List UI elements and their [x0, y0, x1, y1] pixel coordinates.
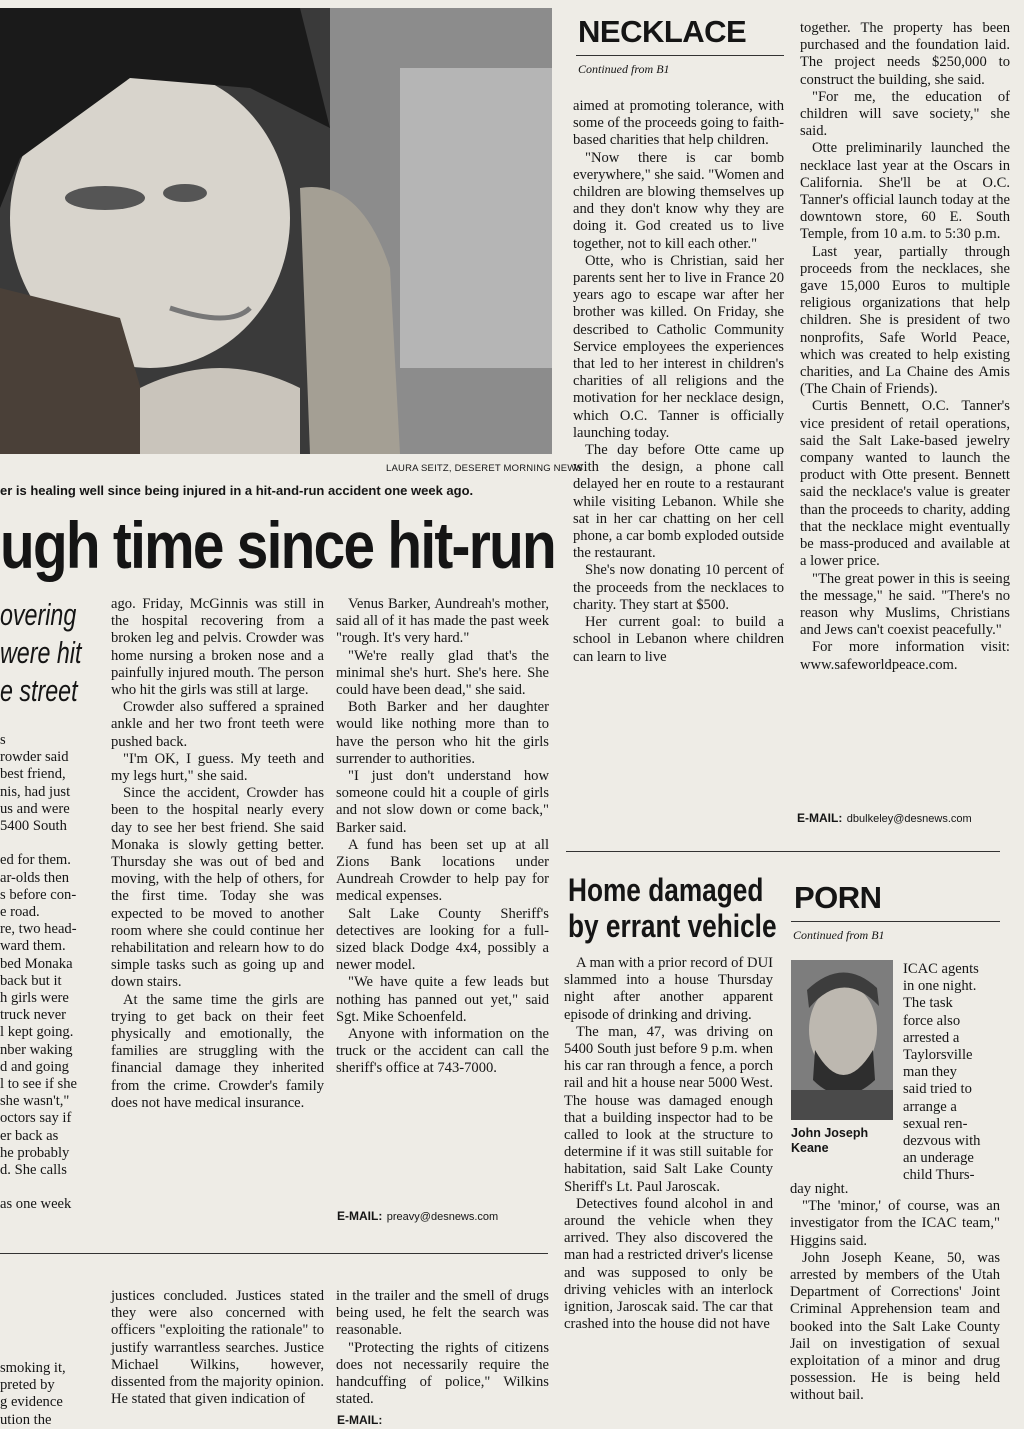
necklace-email — [797, 809, 972, 827]
paragraph: together. The property has been purchased and the foundation laid. The project needs $250,000 to construct the building, she said. — [800, 20, 1010, 88]
line: an underage — [903, 1150, 974, 1167]
headline-line: Home damaged — [568, 872, 764, 908]
line — [0, 1179, 98, 1196]
paragraph: "We have quite a few leads but nothing has panned out yet," said Sgt. Mike Schoenfeld. — [336, 974, 549, 1025]
paragraph: "The great power in this is seeing the message," he said. "There's no reason why Muslims, Christians and Jews can't coexist peacefully." — [800, 570, 1010, 639]
deck-line: e street — [0, 673, 78, 708]
email-label: E-MAIL: — [797, 811, 843, 825]
line: us and were — [0, 800, 70, 817]
necklace-kicker: NECKLACE — [578, 14, 747, 49]
paragraph: Last year, partially through proceeds from the necklaces, she gave 15,000 Euros to multiple religious organizations that help children. She is president of two nonprofits, Safe World Peace, which was created to help existing charities, and La Chaine des Amis (The Chain of Friends). — [800, 243, 1010, 398]
line: e road. — [0, 904, 40, 921]
line: re, two head- — [0, 921, 77, 938]
paragraph: "Now there is car bomb everywhere," she said. "Women and children are blowing themselves up and they don't know why they are doing it. God created us to live together, not to kill each other." — [573, 149, 784, 252]
paragraph: John Joseph Keane, 50, was arrested by members of the Utah Department of Corrections' Joint Criminal Apprehension team and booked into the Salt Lake County Jail on investigation of sexual exploitation of a minor and drug possession. He is being held without bail. — [790, 1249, 1000, 1404]
bottom-email-label: E-MAIL: — [337, 1413, 383, 1427]
paragraph: A man with a prior record of DUI slammed into a house Thursday night after another apparent episode of drinking and driving. — [564, 955, 773, 1023]
home-damaged-body — [564, 955, 773, 1423]
line: force also — [903, 1012, 961, 1029]
email-address-link[interactable]: preavy@desnews.com — [386, 1211, 499, 1223]
line: Taylorsville — [903, 1047, 973, 1064]
paragraph: Detectives found alcohol in and around the vehicle when they arrived. They also discovered the man had a restricted driver's license and was supposed to only be driving vehicles with an interlock ignition, Jaroscak said. The car that crashed into the house did not have — [564, 1195, 773, 1333]
home-damaged-headline — [568, 872, 777, 944]
paragraph: "For me, the education of children will save society," she said. — [800, 88, 1010, 140]
necklace-column-2 — [800, 20, 1010, 805]
line — [0, 835, 98, 852]
paragraph: Otte preliminarily launched the necklace last year at the Oscars in California. She'll be at O.C. Tanner's official launch today at the downtown store, 60 E. South Temple, from 10 a.m. to 5:30 p.m. — [800, 140, 1010, 243]
paragraph: "The 'minor,' of course, was an investigator from the ICAC team," Higgins said. — [790, 1198, 1000, 1249]
deck-line: were hit — [0, 635, 82, 670]
mugshot-photo — [791, 960, 893, 1120]
story-deck — [0, 596, 81, 710]
line: in one night. — [903, 978, 977, 995]
paragraph: day night. — [790, 1181, 849, 1197]
paragraph: ago. Friday, McGinnis was still in the hospital recovering from a broken leg and pelvis. Crowder was home nursing a broken nose and a painfully injured mouth. The person who hit the girls was still at large. — [111, 596, 324, 699]
line: arrange a — [903, 1098, 957, 1115]
bottom-column-1 — [111, 1288, 324, 1423]
paragraph: At the same time the girls are trying to get back on their feet physically and emotionally, the families are struggling with the financial damage they inherited from the crime. Crowder's family does not have medical insurance. — [111, 991, 324, 1111]
paragraph: Otte, who is Christian, said her parents sent her to live in France 20 years ago to escape war after her brother was killed. On Friday, she described to Catholic Community Service employees the experiences that led to her interest in children's charities of all religions and the motivation for her necklace design, which O.C. Tanner is officially launching today. — [573, 252, 784, 441]
line: The task — [903, 995, 953, 1012]
line: octors say if — [0, 1110, 72, 1127]
mugshot-caption: John Joseph Keane — [791, 1126, 869, 1155]
necklace-column-1 — [573, 98, 784, 825]
line: ar-olds then — [0, 869, 70, 886]
story-headline: ugh time since hit-run — [0, 508, 556, 582]
girl-portrait-image — [0, 8, 552, 454]
line: h girls were — [0, 990, 69, 1007]
line: rowder said — [0, 749, 69, 766]
line: as one week — [0, 1196, 72, 1213]
email-address-link[interactable]: dbulkeley@desnews.com — [846, 813, 972, 825]
bottom-column-2 — [336, 1288, 549, 1413]
paragraph: Her current goal: to build a school in Lebanon where children can learn to live — [573, 614, 784, 665]
line: he probably — [0, 1144, 70, 1161]
paragraph: A fund has been set up at all Zions Bank locations under Aundreah Crowder to help pay for medical expenses. — [336, 836, 549, 905]
porn-kicker: PORN — [794, 880, 882, 915]
line: back but it — [0, 972, 62, 989]
paragraph: aimed at promoting tolerance, with some of the proceeds going to faith-based charities that help children. — [573, 98, 784, 149]
porn-body — [790, 1181, 1000, 1423]
line: she wasn't," — [0, 1093, 70, 1110]
paragraph: "We're really glad that's the minimal she's hurt. She's here. She could have been dead," she said. — [336, 647, 549, 699]
email-label: E-MAIL: — [337, 1209, 383, 1223]
line: child Thurs- — [903, 1167, 975, 1184]
kicker-rule — [576, 55, 784, 56]
paragraph: Anyone with information on the truck or the accident can call the sheriff's office at 743-7000. — [336, 1026, 549, 1077]
paragraph: Salt Lake County Sheriff's detectives are looking for a full-sized black Dodge 4x4, possibly a newer model. — [336, 905, 549, 974]
line: l to see if she — [0, 1076, 78, 1093]
paragraph: "I just don't understand how someone could hit a couple of girls and not slow down or come back," Barker said. — [336, 768, 549, 836]
paragraph: Crowder also suffered a sprained ankle and her two front teeth were pushed back. — [111, 699, 324, 750]
continued-from-label: Continued from B1 — [793, 928, 885, 942]
line: ICAC agents — [903, 961, 979, 977]
line: truck never — [0, 1007, 67, 1024]
paragraph: She's now donating 10 percent of the proceeds from the necklaces to charity. They start at $500. — [573, 562, 784, 613]
line: d and going — [0, 1058, 69, 1075]
bottom-column-0 — [0, 1360, 96, 1428]
line: 5400 South — [0, 818, 67, 835]
line: dezvous with — [903, 1133, 981, 1150]
line: sexual ren- — [903, 1115, 968, 1132]
line: s — [0, 732, 6, 748]
section-divider — [566, 851, 1000, 852]
paragraph: "Protecting the rights of citizens does not necessarily require the handcuffing of police," Wilkins stated. — [336, 1339, 549, 1408]
paragraph: justices concluded. Justices stated they were also concerned with officers "exploiting the rationale" to justify warrantless searches. Justice Michael Wilkins, however, dissented from the majority opinion. He stated that given indication of — [111, 1288, 324, 1408]
line: arrested a — [903, 1029, 960, 1046]
line: smoking it, — [0, 1360, 66, 1376]
line: g evidence — [0, 1394, 63, 1411]
section-divider — [0, 1253, 548, 1254]
paragraph: Both Barker and her daughter would like nothing more than to have the person who hit the girls surrender to authorities. — [336, 699, 549, 767]
paragraph: Venus Barker, Aundreah's mother, said all of it has made the past week "rough. It's very hard." — [336, 596, 549, 647]
line: l kept going. — [0, 1024, 74, 1041]
paragraph: Since the accident, Crowder has been to the hospital nearly every day to see her best friend. She said Monaka is slowly getting better. Thursday she was out of bed and moving, with the help of others, for the first time. Today she was expected to be moved to another room where she could continue her rehabilitation and relearn how to do simple tasks such as going up and down stairs. — [111, 785, 324, 991]
paragraph: "I'm OK, I guess. My teeth and my legs hurt," she said. — [111, 750, 324, 785]
line: s before con- — [0, 886, 77, 903]
hitrun-email — [337, 1207, 498, 1225]
line: ed for them. — [0, 852, 71, 869]
headline-line: by errant vehicle — [568, 908, 777, 944]
news-photo — [0, 8, 552, 454]
line: nber waking — [0, 1041, 73, 1058]
line: bed Monaka — [0, 955, 73, 972]
mugshot-image — [791, 960, 893, 1120]
deck-line: overing — [0, 597, 77, 632]
line: ward them. — [0, 938, 66, 955]
hitrun-column-2 — [336, 596, 549, 1201]
paragraph: The day before Otte came up with the design, a phone call delayed her en route to a restaurant while visiting Lebanon. While she sat in her car chatting on her cell phone, a car bomb exploded outside the restaurant. — [573, 442, 784, 562]
paragraph: Curtis Bennett, O.C. Tanner's vice president of retail operations, said the Salt Lake-based jewelry company wanted to launch the product with Otte present. Bennett said the necklace's value is greater than the proceeds to charity, adding that the necklace might eventually be mass-produced and available at a lower price. — [800, 398, 1010, 570]
paragraph: For more information visit: www.safeworldpeace.com. — [800, 639, 1010, 673]
line: man they — [903, 1064, 957, 1081]
photo-credit: LAURA SEITZ, DESERET MORNING NEWS — [386, 463, 583, 474]
line: said tried to — [903, 1081, 972, 1098]
hitrun-column-0 — [0, 732, 98, 1222]
line: ution the — [0, 1411, 52, 1428]
kicker-rule — [791, 921, 1000, 922]
paragraph: in the trailer and the smell of drugs being used, he felt the search was reasonable. — [336, 1288, 549, 1339]
line: d. She calls — [0, 1162, 67, 1179]
line: best friend, — [0, 766, 66, 783]
line: nis, had just — [0, 783, 71, 800]
line: er back as — [0, 1127, 59, 1144]
paragraph: The man, 47, was driving on 5400 South just before 9 p.m. when his car ran through a fence, a porch rail and hit a house near 5000 West. The house was damaged enough that a building inspector had to be called to look at the structure to determine if it was still suitable for habitation, said Salt Lake County Sheriff's Lt. Paul Jaroscak. — [564, 1023, 773, 1195]
porn-beside-photo — [903, 961, 1003, 1187]
continued-from-label: Continued from B1 — [578, 62, 670, 76]
photo-caption: er is healing well since being injured in a hit-and-run accident one week ago. — [0, 483, 474, 498]
hitrun-column-1 — [111, 596, 324, 1222]
line: preted by — [0, 1377, 55, 1394]
